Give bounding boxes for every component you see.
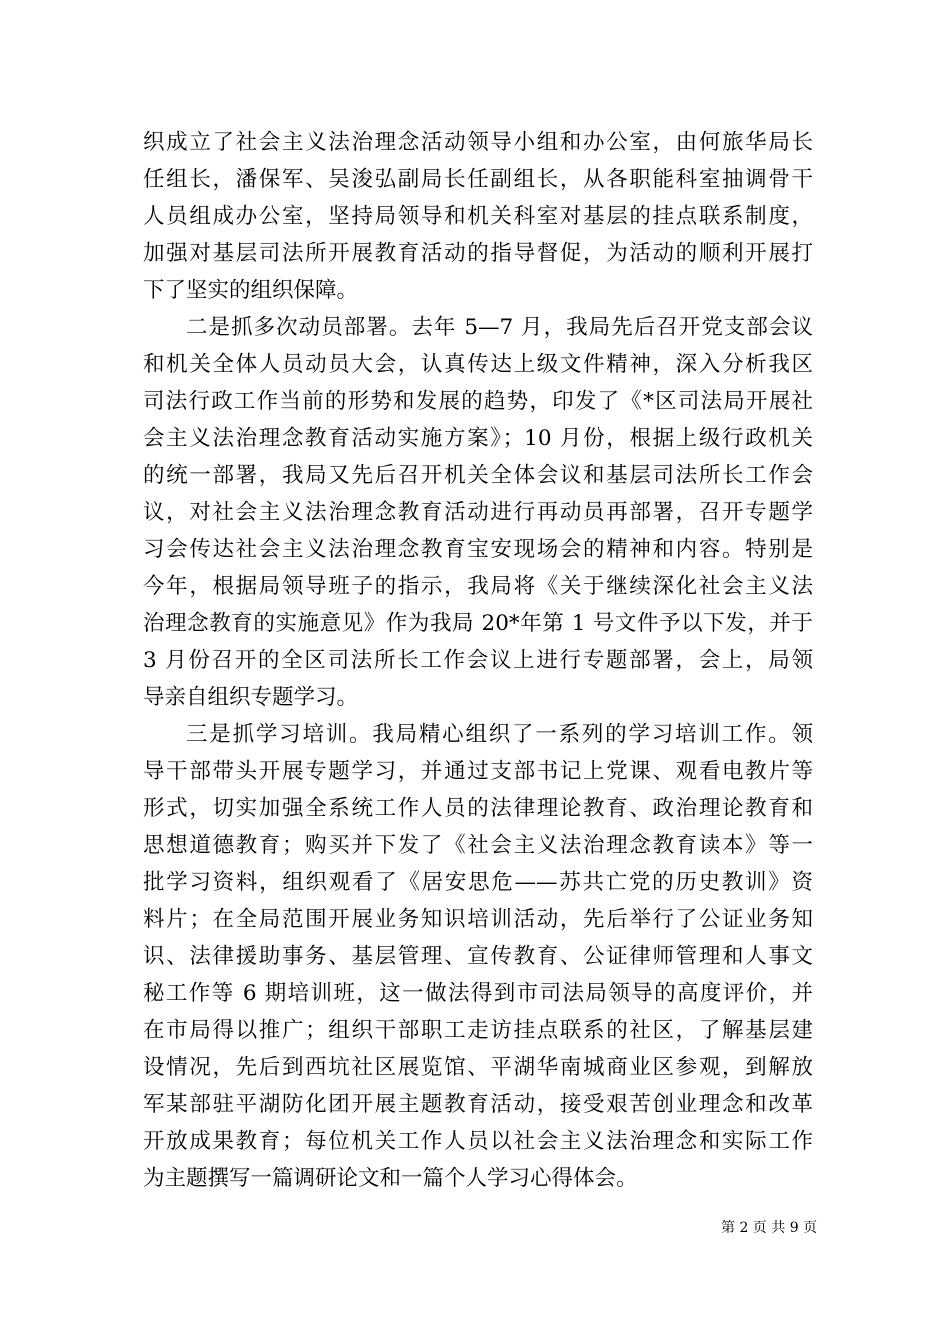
text-line: 三是抓学习培训。我局精心组织了一系列的学习培训工作。领 <box>186 722 813 747</box>
paragraph-training <box>143 716 813 1197</box>
text-line: 批学习资料，组织观看了《居安思危——苏共亡党的历史教训》资 <box>143 870 813 895</box>
text-line: 识、法律援助事务、基层管理、宣传教育、公证律师管理和人事文 <box>143 944 813 969</box>
text-line: 和机关全体人员动员大会，认真传达上级文件精神，深入分析我区 <box>143 352 813 377</box>
text-line: 加强对基层司法所开展教育活动的指导督促，为活动的顺利开展打 <box>143 241 813 266</box>
text-line: 的统一部署，我局又先后召开机关全体会议和基层司法所长工作会 <box>143 463 813 488</box>
document-body <box>143 124 813 1197</box>
text-line: 习会传达社会主义法治理念教育宝安现场会的精神和内容。特别是 <box>143 537 813 562</box>
paragraph-organization <box>143 124 813 309</box>
text-line: 在市局得以推广；组织干部职工走访挂点联系的社区，了解基层建 <box>143 1018 813 1043</box>
text-line: 会主义法治理念教育活动实施方案》；10 月份，根据上级行政机关 <box>143 426 813 451</box>
text-line: 议，对社会主义法治理念教育活动进行再动员再部署，召开专题学 <box>143 500 813 525</box>
text-line: 下了坚实的组织保障。 <box>143 278 359 303</box>
text-line: 料片；在全局范围开展业务知识培训活动，先后举行了公证业务知 <box>143 907 813 932</box>
text-line: 二是抓多次动员部署。去年 5—7 月，我局先后召开党支部会议 <box>186 315 813 340</box>
text-line: 思想道德教育；购买并下发了《社会主义法治理念教育读本》等一 <box>143 833 813 858</box>
text-line: 为主题撰写一篇调研论文和一篇个人学习心得体会。 <box>143 1166 638 1191</box>
text-line: 人员组成办公室，坚持局领导和机关科室对基层的挂点联系制度， <box>143 204 813 229</box>
paragraph-mobilization <box>143 309 813 716</box>
text-line: 设情况，先后到西坑社区展览馆、平湖华南城商业区参观，到解放 <box>143 1055 813 1080</box>
text-line: 秘工作等 6 期培训班，这一做法得到市司法局领导的高度评价，并 <box>143 981 813 1006</box>
text-line: 任组长，潘保军、吴浚弘副局长任副组长，从各职能科室抽调骨干 <box>143 167 813 192</box>
text-line: 司法行政工作当前的形势和发展的趋势，印发了《*区司法局开展社 <box>143 389 813 414</box>
text-line: 治理念教育的实施意见》作为我局 20*年第 1 号文件予以下发，并于 <box>143 611 813 636</box>
text-line: 今年，根据局领导班子的指示，我局将《关于继续深化社会主义法 <box>143 574 813 599</box>
text-line: 3 月份召开的全区司法所长工作会议上进行专题部署，会上，局领 <box>143 648 813 673</box>
text-line: 织成立了社会主义法治理念活动领导小组和办公室，由何旅华局长 <box>143 130 813 155</box>
text-line: 开放成果教育；每位机关工作人员以社会主义法治理念和实际工作 <box>143 1129 813 1154</box>
text-line: 导干部带头开展专题学习，并通过支部书记上党课、观看电教片等 <box>143 759 813 784</box>
text-line: 导亲自组织专题学习。 <box>143 685 359 710</box>
text-line: 形式，切实加强全系统工作人员的法律理论教育、政治理论教育和 <box>143 796 813 821</box>
text-line: 军某部驻平湖防化团开展主题教育活动，接受艰苦创业理念和改革 <box>143 1092 813 1117</box>
page-number: 第 2 页 共 9 页 <box>721 1220 818 1236</box>
